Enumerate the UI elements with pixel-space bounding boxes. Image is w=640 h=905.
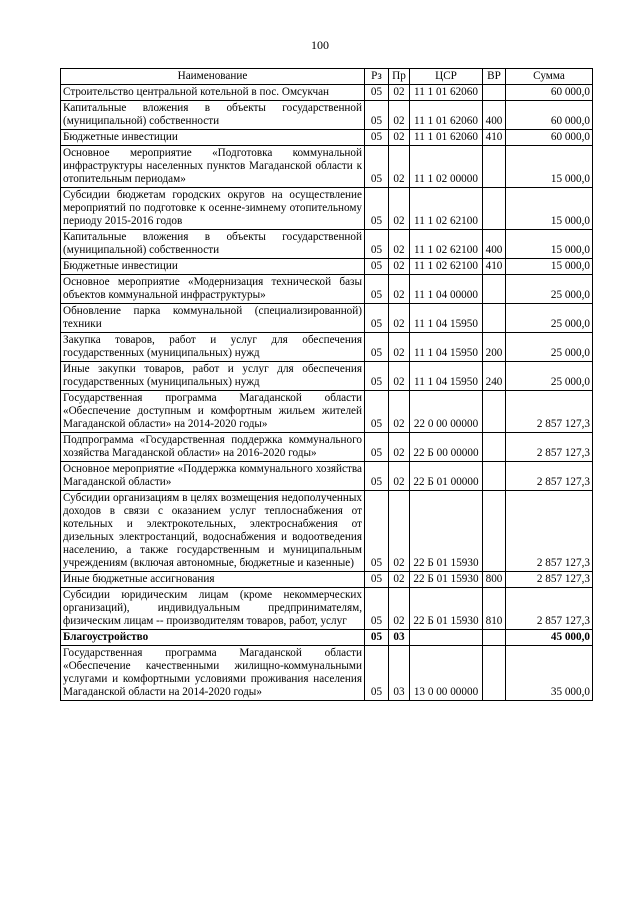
cell-sum: 25 000,0 [506,362,593,391]
cell-pr: 02 [389,85,410,101]
cell-vr [483,146,506,188]
cell-csr: 11 1 04 15950 [410,362,483,391]
header-sum: Сумма [506,69,593,85]
cell-name: Государственная программа Магаданской области «Обеспечение качественными жилищно-коммунальными услугами и комфортными условиями проживания населения Магаданской области на 2014-2020 годы» [61,646,365,701]
cell-pr: 03 [389,646,410,701]
cell-pr: 02 [389,362,410,391]
cell-pr: 02 [389,462,410,491]
cell-vr: 400 [483,230,506,259]
cell-name: Капитальные вложения в объекты государственной (муниципальной) собственности [61,230,365,259]
cell-name: Иные закупки товаров, работ и услуг для обеспечения государственных (муниципальных) нужд [61,362,365,391]
table-row [61,259,593,275]
table-row [61,188,593,230]
page-number: 100 [311,38,329,52]
table-row [61,491,593,572]
cell-csr: 22 Б 00 00000 [410,433,483,462]
cell-sum: 60 000,0 [506,85,593,101]
cell-csr: 11 1 02 00000 [410,146,483,188]
cell-sum: 2 857 127,3 [506,391,593,433]
table-row [61,130,593,146]
cell-rz: 05 [365,646,389,701]
header-pr: Пр [389,69,410,85]
cell-vr [483,188,506,230]
cell-name: Бюджетные инвестиции [61,130,365,146]
cell-csr: 22 0 00 00000 [410,391,483,433]
cell-pr: 02 [389,188,410,230]
cell-vr [483,433,506,462]
table-body [61,85,593,701]
cell-rz: 05 [365,130,389,146]
cell-csr: 11 1 02 62100 [410,230,483,259]
cell-vr [483,630,506,646]
header-name: Наименование [61,69,365,85]
cell-vr: 410 [483,130,506,146]
header-rz: Рз [365,69,389,85]
cell-sum: 45 000,0 [506,630,593,646]
header-csr: ЦСР [410,69,483,85]
cell-pr: 02 [389,304,410,333]
cell-csr: 22 Б 01 15930 [410,572,483,588]
cell-name: Бюджетные инвестиции [61,259,365,275]
cell-name: Капитальные вложения в объекты государственной (муниципальной) собственности [61,101,365,130]
cell-vr [483,304,506,333]
table-row [61,588,593,630]
table-row [61,275,593,304]
table-row [61,304,593,333]
cell-pr: 02 [389,333,410,362]
cell-sum: 25 000,0 [506,275,593,304]
cell-vr [483,85,506,101]
budget-table [60,68,593,701]
cell-vr [483,275,506,304]
header-row [61,69,593,85]
cell-sum: 2 857 127,3 [506,433,593,462]
cell-rz: 05 [365,304,389,333]
cell-name: Основное мероприятие «Поддержка коммунального хозяйства Магаданской области» [61,462,365,491]
cell-pr: 02 [389,588,410,630]
table-row [61,572,593,588]
cell-vr: 410 [483,259,506,275]
table-row [61,85,593,101]
cell-name: Государственная программа Магаданской области «Обеспечение доступным и комфортным жильем жителей Магаданской области» на 2014-2020 годы» [61,391,365,433]
table-header [61,69,593,85]
cell-pr: 02 [389,275,410,304]
cell-rz: 05 [365,588,389,630]
cell-pr: 02 [389,146,410,188]
cell-name: Иные бюджетные ассигнования [61,572,365,588]
cell-rz: 05 [365,433,389,462]
cell-pr: 02 [389,101,410,130]
cell-name: Благоустройство [61,630,365,646]
cell-sum: 25 000,0 [506,333,593,362]
cell-pr: 02 [389,259,410,275]
cell-sum: 25 000,0 [506,304,593,333]
cell-pr: 02 [389,391,410,433]
cell-vr: 800 [483,572,506,588]
cell-vr [483,462,506,491]
cell-vr [483,646,506,701]
cell-name: Субсидии организациям в целях возмещения недополученных доходов в связи с оказанием услуг теплоснабжения от котельных и электрокотельных, электроснабжения от дизельных электростанций, водоснабжения и водоотведения населению, а также государственным и муниципальным учреждениям (включая автономные, бюджетные и казенные) [61,491,365,572]
cell-rz: 05 [365,259,389,275]
cell-pr: 02 [389,130,410,146]
cell-csr: 11 1 04 15950 [410,304,483,333]
cell-rz: 05 [365,362,389,391]
table-row [61,630,593,646]
cell-name: Субсидии бюджетам городских округов на осуществление мероприятий по подготовке к осенне-зимнему отопительному периоду 2015-2016 годов [61,188,365,230]
cell-csr: 11 1 02 62100 [410,259,483,275]
table-row [61,333,593,362]
table-row [61,101,593,130]
cell-rz: 05 [365,462,389,491]
cell-pr: 02 [389,230,410,259]
cell-csr: 11 1 01 62060 [410,130,483,146]
cell-sum: 15 000,0 [506,230,593,259]
cell-csr: 13 0 00 00000 [410,646,483,701]
table-row [61,646,593,701]
cell-rz: 05 [365,333,389,362]
cell-name: Закупка товаров, работ и услуг для обеспечения государственных (муниципальных) нужд [61,333,365,362]
cell-csr: 22 Б 01 15930 [410,491,483,572]
cell-csr: 11 1 01 62060 [410,101,483,130]
cell-name: Строительство центральной котельной в пос. Омсукчан [61,85,365,101]
cell-csr: 11 1 04 15950 [410,333,483,362]
cell-csr [410,630,483,646]
cell-rz: 05 [365,630,389,646]
table-row [61,362,593,391]
cell-rz: 05 [365,101,389,130]
cell-sum: 60 000,0 [506,130,593,146]
cell-name: Субсидии юридическим лицам (кроме некоммерческих организаций), индивидуальным предпринимателям, физическим лицам -- производителям товаров, работ, услуг [61,588,365,630]
cell-vr: 400 [483,101,506,130]
cell-rz: 05 [365,275,389,304]
cell-vr [483,491,506,572]
cell-pr: 02 [389,572,410,588]
cell-name: Подпрограмма «Государственная поддержка коммунального хозяйства Магаданской области» на 2016-2020 годы» [61,433,365,462]
cell-sum: 2 857 127,3 [506,572,593,588]
cell-rz: 05 [365,230,389,259]
cell-name: Основное мероприятие «Модернизация технической базы объектов коммунальной инфраструктуры» [61,275,365,304]
cell-rz: 05 [365,491,389,572]
cell-vr [483,391,506,433]
cell-sum: 35 000,0 [506,646,593,701]
header-vr: ВР [483,69,506,85]
cell-pr: 03 [389,630,410,646]
cell-vr: 200 [483,333,506,362]
cell-rz: 05 [365,188,389,230]
cell-sum: 15 000,0 [506,259,593,275]
cell-sum: 2 857 127,3 [506,491,593,572]
cell-sum: 15 000,0 [506,188,593,230]
cell-csr: 22 Б 01 00000 [410,462,483,491]
cell-csr: 22 Б 01 15930 [410,588,483,630]
cell-name: Основное мероприятие «Подготовка коммунальной инфраструктуры населенных пунктов Магаданской области к отопительным периодам» [61,146,365,188]
cell-pr: 02 [389,433,410,462]
table-row [61,433,593,462]
cell-csr: 11 1 01 62060 [410,85,483,101]
cell-rz: 05 [365,572,389,588]
cell-rz: 05 [365,85,389,101]
cell-pr: 02 [389,491,410,572]
cell-csr: 11 1 04 00000 [410,275,483,304]
cell-rz: 05 [365,146,389,188]
cell-sum: 2 857 127,3 [506,462,593,491]
table-row [61,462,593,491]
cell-vr: 240 [483,362,506,391]
table-row [61,146,593,188]
cell-sum: 2 857 127,3 [506,588,593,630]
cell-csr: 11 1 02 62100 [410,188,483,230]
cell-name: Обновление парка коммунальной (специализированной) техники [61,304,365,333]
table-row [61,391,593,433]
cell-sum: 15 000,0 [506,146,593,188]
cell-rz: 05 [365,391,389,433]
cell-sum: 60 000,0 [506,101,593,130]
table-row [61,230,593,259]
cell-vr: 810 [483,588,506,630]
